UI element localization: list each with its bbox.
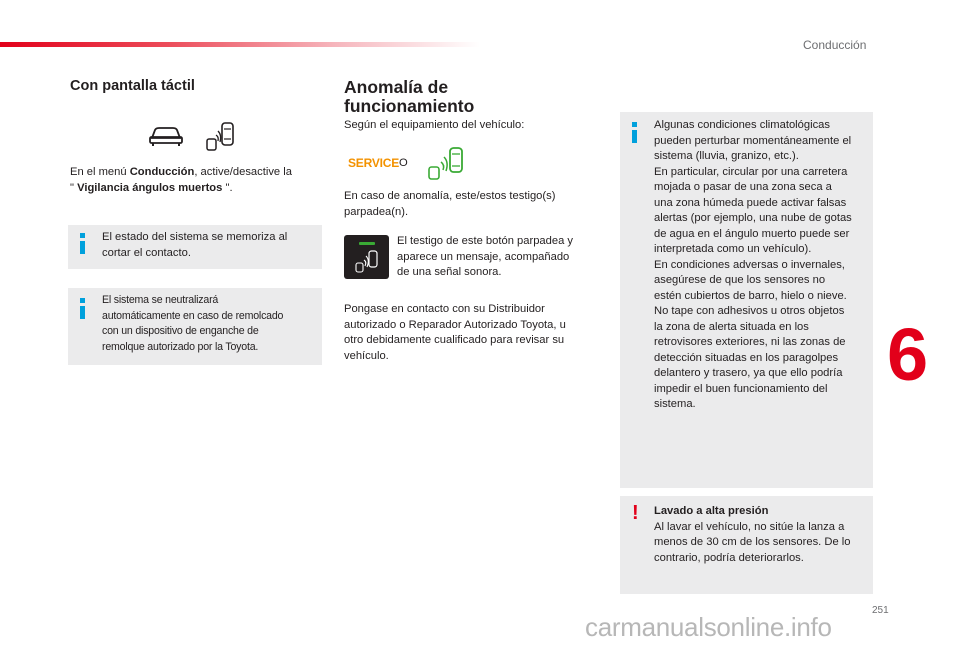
info-box-towing — [68, 288, 322, 365]
led-indicator — [359, 242, 375, 245]
info-line: delantero y trasero, ya que ello podría — [654, 367, 843, 379]
info-line: una zona húmeda puede activar falsas — [654, 196, 847, 209]
contact-dealer-text: Pongase en contacto con su Distribuidor autorizado o Reparador Autorizado Toyota, u otro debidamente cualificado para revisar su vehículo. — [344, 303, 566, 362]
info-box-weather — [620, 112, 873, 488]
info-line: retrovisores exteriores, ni las zonas de — [654, 336, 846, 348]
info-line: sistema. — [654, 398, 696, 410]
info-line: En particular, circular por una carretera — [654, 165, 848, 178]
blind-spot-button[interactable] — [344, 235, 389, 279]
info-line: cortar el contacto. — [102, 246, 191, 259]
info-line: detección situadas en los paragolpes — [654, 351, 839, 364]
anomaly-text: En caso de anomalía, este/estos testigo(s) parpadea(n). — [344, 190, 556, 218]
service-warning-label: SERVICE — [348, 156, 400, 170]
warning-icon: ! — [632, 502, 639, 524]
info-line: estén cubiertos de barro, hielo o nieve. — [654, 289, 847, 302]
info-line: mojada o pasar de una zona seca a — [654, 181, 832, 193]
blind-spot-green-icon — [424, 146, 468, 182]
warning-box-pressure-wash — [620, 496, 873, 594]
info-line: impedir el buen funcionamiento del — [654, 382, 828, 395]
menu-instruction: En el menú Conducción, active/desactive la " Vigilancia ángulos muertos ". — [70, 166, 292, 194]
info-line: automáticamente en caso de remolcado — [102, 309, 284, 322]
blind-spot-icon — [352, 250, 382, 274]
page-number: 251 — [872, 605, 889, 616]
header-color-bar — [0, 42, 480, 47]
info-line: la zona de alerta situada en los — [654, 320, 809, 333]
info-line: No tape con adhesivos u otros objetos — [654, 305, 845, 317]
info-line: asegúrese de que los sensores no — [654, 274, 826, 286]
info-line: El estado del sistema se memoriza al — [102, 231, 288, 243]
info-line: El sistema se neutralizará — [102, 294, 219, 306]
section-title-touchscreen: Con pantalla táctil — [70, 78, 195, 94]
info-line: remolque autorizado por la Toyota. — [102, 340, 259, 353]
warning-title: Lavado a alta presión — [654, 505, 769, 517]
info-line: con un dispositivo de enganche de — [102, 325, 259, 337]
info-line: sistema (lluvia, granizo, etc.). — [654, 150, 799, 162]
info-line: interpretada como un vehículo). — [654, 243, 812, 255]
chapter-number: 6 — [887, 313, 929, 396]
warning-line: menos de 30 cm de los sensores. De lo — [654, 536, 851, 548]
info-line: pueden perturbar momentáneamente el — [654, 134, 852, 147]
info-line: Algunas condiciones climatológicas — [654, 119, 830, 131]
section-title-malfunction: Anomalía de funcionamiento — [344, 77, 475, 116]
button-description: El testigo de este botón parpadea y aparece un mensaje, acompañado de una señal sonora. — [397, 235, 574, 278]
warning-line: contrario, podría deteriorarlos. — [654, 551, 804, 564]
info-line: alertas (por ejemplo, una nube de gotas — [654, 212, 852, 224]
or-label: O — [399, 157, 408, 169]
info-line: En condiciones adversas o invernales, — [654, 258, 845, 271]
blind-spot-icon — [204, 121, 236, 153]
warning-line: Al lavar el vehículo, no sitúe la lanza a — [654, 520, 845, 533]
info-line: de agua en el ángulo muerto puede ser — [654, 227, 850, 240]
watermark: carmanualsonline.info — [585, 612, 832, 642]
car-icon — [148, 123, 184, 147]
info-box-memory — [68, 225, 322, 269]
chapter-title: Conducción — [803, 38, 867, 52]
intro-text: Según el equipamiento del vehículo: — [344, 119, 525, 131]
